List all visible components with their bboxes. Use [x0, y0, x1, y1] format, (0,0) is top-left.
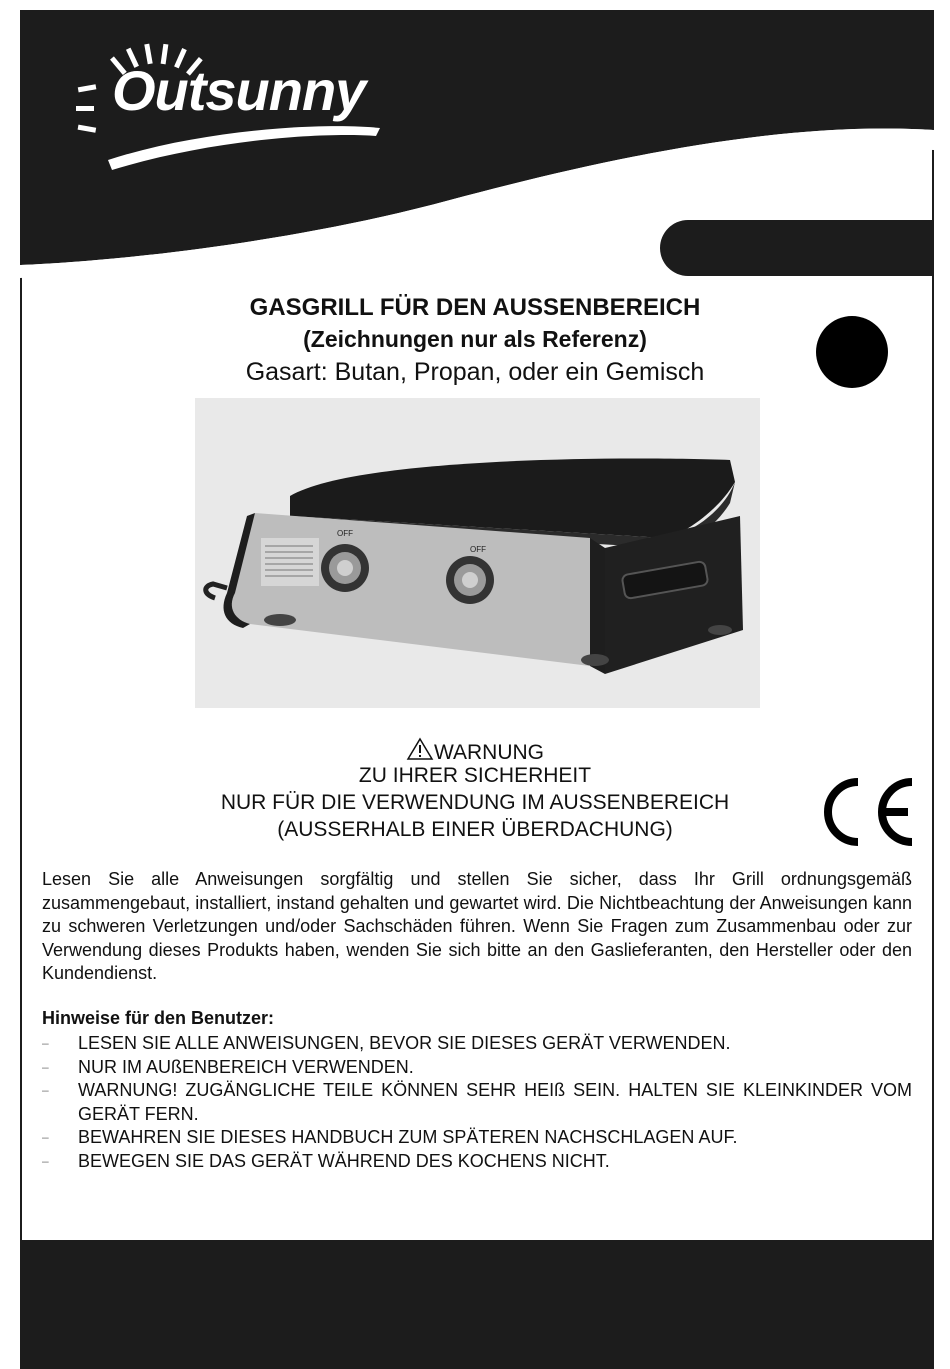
knob-left-icon [321, 544, 369, 592]
warning-heading [0, 737, 950, 765]
ce-mark-icon [812, 774, 916, 850]
warning-triangle-icon [406, 737, 434, 761]
knob-right-icon [446, 556, 494, 604]
bullet-dash: – [42, 1130, 49, 1144]
bullet-dash: – [42, 1036, 49, 1050]
hint-item: – NUR IM AUßENBEREICH VERWENDEN. [42, 1056, 912, 1080]
warning-line-4: (AUSSERHALB EINER ÜBERDACHUNG) [277, 818, 673, 841]
bullet-dash: – [42, 1083, 49, 1097]
brand-logo: Outsunny [112, 59, 366, 122]
footer-band [20, 1240, 934, 1369]
hint-item: – LESEN SIE ALLE ANWEISUNGEN, BEVOR SIE DIESES GERÄT VERWENDEN. [42, 1032, 912, 1056]
hints-title: Hinweise für den Benutzer: [42, 1008, 275, 1028]
gas-type: Gasart: Butan, Propan, oder ein Gemisch [245, 358, 705, 386]
hint-item: – BEWEGEN SIE DAS GERÄT WÄHREND DES KOCHENS NICHT. [42, 1150, 912, 1174]
hints-list [42, 1032, 912, 1173]
hint-item: – BEWAHREN SIE DIESES HANDBUCH ZUM SPÄTEREN NACHSCHLAGEN AUF. [42, 1126, 912, 1150]
version-pill [660, 220, 934, 276]
bullet-dash: – [42, 1059, 49, 1074]
warning-line-3: NUR FÜR DIE VERWENDUNG IM AUSSENBEREICH [220, 791, 730, 814]
document-subtitle: (Zeichnungen nur als Referenz) [303, 326, 647, 352]
warning-title: WARNUNG [433, 741, 545, 764]
document-title: GASGRILL FÜR DEN AUSSENBEREICH [249, 294, 701, 321]
intro-paragraph: Lesen Sie alle Anweisungen sorgfältig und stellen Sie sicher, dass Ihr Grill ordnungsgemäß zusammengebaut, installiert, instand gehalten und gewartet wird. Die Nichtbeachtung der Anweisungen kann zu schweren Verletzungen und/oder Sachschäden führen. Wenn Sie Fragen zum Zusammenbau oder zur Verwendung dieses Produkts haben, wenden Sie sich bitte an den Gaslieferanten, den Hersteller oder den Kundendienst. [42, 869, 912, 983]
bullet-dash: – [42, 1153, 49, 1168]
hint-item: – WARNUNG! ZUGÄNGLICHE TEILE KÖNNEN SEHR HEIß SEIN. HALTEN SIE KLEINKINDER VOM GERÄT FERN. [42, 1080, 912, 1124]
knob-label-right: OFF [470, 545, 486, 554]
product-image [195, 398, 760, 708]
warning-line-2: ZU IHRER SICHERHEIT [358, 764, 592, 787]
knob-label-left: OFF [337, 529, 353, 538]
